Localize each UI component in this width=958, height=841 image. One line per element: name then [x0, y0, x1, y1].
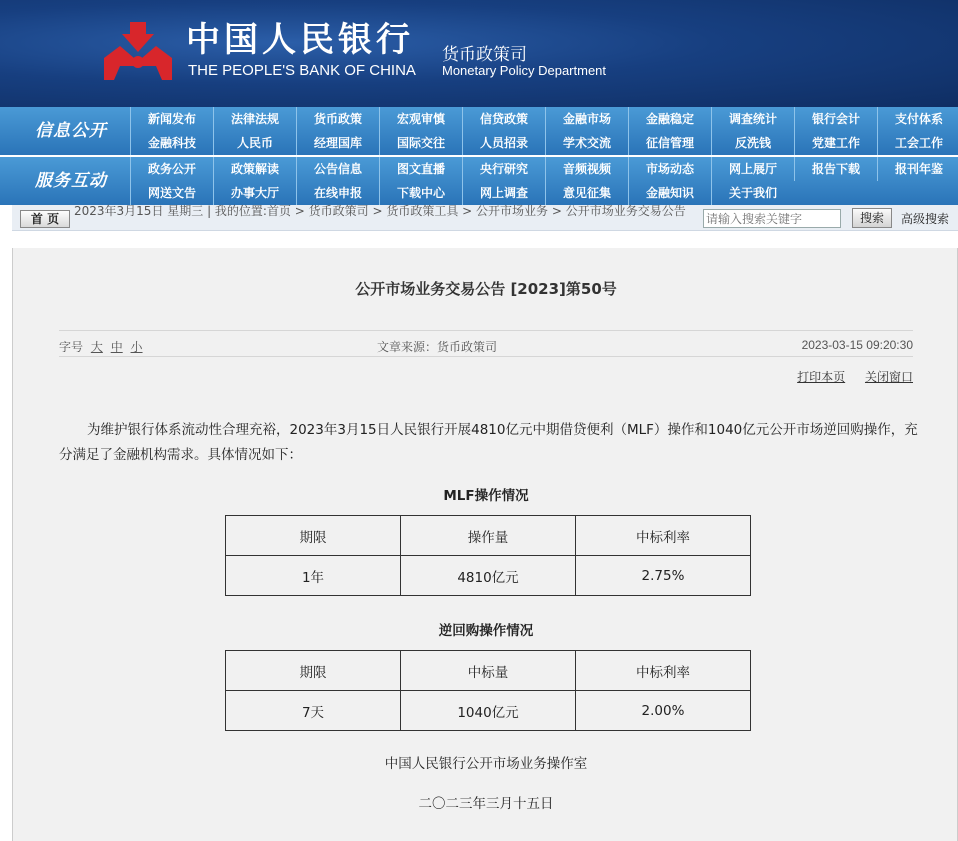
breadcrumb-bar [12, 205, 958, 231]
nav-item[interactable]: 公告信息 [296, 157, 379, 181]
breadcrumb[interactable]: 2023年3月15日 星期三 | 我的位置:首页 > 货币政策司 > 货币政策工具 > 公开市场业务 > 公开市场业务交易公告 [74, 204, 686, 218]
nav-item[interactable]: 图文直播 [379, 157, 462, 181]
print-link[interactable]: 打印本页 [797, 370, 846, 384]
article-source: 文章来源：货币政策司 [377, 340, 498, 354]
nav-group-title-info: 信息公开 [35, 121, 107, 141]
pboc-emblem-icon[interactable] [100, 18, 176, 84]
nav-item[interactable]: 金融市场 [545, 107, 628, 131]
article-paragraph: 为维护银行体系流动性合理充裕，2023年3月15日人民银行开展4810亿元中期借贷便利（MLF）操作和1040亿元公开市场逆回购操作，充分满足了金融机构需求。具体情况如下： [59, 422, 918, 463]
nav-item[interactable]: 货币政策 [296, 107, 379, 131]
nav-item[interactable]: 意见征集 [545, 181, 628, 205]
article-meta [59, 330, 913, 357]
page-title: 公开市场业务交易公告 [2023]第50号 [355, 280, 617, 298]
table-cell: 1年 [226, 556, 401, 596]
table-header-cell: 期限 [226, 516, 401, 556]
nav-item[interactable]: 政策解读 [213, 157, 296, 181]
advanced-search-link[interactable]: 高级搜索 [901, 212, 950, 226]
nav-item[interactable]: 报告下载 [794, 157, 877, 181]
nav-item[interactable]: 报刊年鉴 [877, 157, 958, 181]
font-size-small-link[interactable]: 小 [130, 340, 143, 354]
font-size-label: 字号 [59, 340, 84, 354]
nav-item[interactable]: 网上展厅 [711, 157, 794, 181]
site-header [0, 0, 958, 107]
nav-group-info [0, 107, 958, 155]
nav-item[interactable]: 央行研究 [462, 157, 545, 181]
table-row [226, 556, 751, 596]
logo-english-name[interactable]: THE PEOPLE'S BANK OF CHINA [188, 62, 416, 79]
department-chinese-name: 货币政策司 [442, 45, 527, 65]
table-cell: 2.00% [576, 691, 751, 731]
nav-item[interactable]: 网上调查 [462, 181, 545, 205]
nav-item[interactable]: 市场动态 [628, 157, 711, 181]
table-header-cell: 操作量 [401, 516, 576, 556]
mlf-table-title: MLF操作情况 [443, 488, 529, 504]
mlf-table [225, 515, 751, 596]
nav-item[interactable]: 政务公开 [130, 157, 213, 181]
table-cell: 2.75% [576, 556, 751, 596]
table-row [226, 691, 751, 731]
nav-item[interactable]: 金融知识 [628, 181, 711, 205]
nav-group-service [0, 157, 958, 205]
search-input[interactable] [703, 209, 841, 228]
nav-item[interactable]: 网送文告 [130, 181, 213, 205]
nav-item[interactable]: 银行会计 [794, 107, 877, 131]
nav-group-title-service: 服务互动 [35, 171, 107, 191]
signature: 中国人民银行公开市场业务操作室 [384, 756, 588, 772]
nav-item[interactable]: 国际交往 [379, 131, 462, 155]
home-button[interactable]: 首 页 [20, 210, 70, 228]
reverse-repo-table [225, 650, 751, 731]
table-header-cell: 中标利率 [576, 651, 751, 691]
article-date: 2023-03-15 09:20:30 [801, 338, 913, 352]
search-button[interactable]: 搜索 [852, 208, 892, 228]
table-header-row [226, 516, 751, 556]
nav-item[interactable]: 在线申报 [296, 181, 379, 205]
nav-item[interactable]: 音频视频 [545, 157, 628, 181]
nav-item[interactable]: 征信管理 [628, 131, 711, 155]
table-header-cell: 期限 [226, 651, 401, 691]
nav-item[interactable]: 学术交流 [545, 131, 628, 155]
nav-item[interactable]: 支付体系 [877, 107, 958, 131]
nav-item[interactable]: 金融稳定 [628, 107, 711, 131]
nav-item[interactable]: 信贷政策 [462, 107, 545, 131]
nav-item[interactable]: 下载中心 [379, 181, 462, 205]
table-header-row [226, 651, 751, 691]
table-cell: 4810亿元 [401, 556, 576, 596]
nav-item[interactable]: 办事大厅 [213, 181, 296, 205]
font-size-medium-link[interactable]: 中 [110, 340, 123, 354]
nav-item[interactable]: 经理国库 [296, 131, 379, 155]
nav-item[interactable]: 人员招录 [462, 131, 545, 155]
nav-item[interactable]: 关于我们 [711, 181, 794, 205]
nav-item[interactable]: 宏观审慎 [379, 107, 462, 131]
nav-item[interactable]: 金融科技 [130, 131, 213, 155]
article-tools [13, 368, 913, 385]
nav-item[interactable]: 人民币 [213, 131, 296, 155]
main-navigation [0, 107, 958, 205]
table-header-cell: 中标量 [401, 651, 576, 691]
font-size-control [59, 338, 143, 355]
nav-item[interactable]: 工会工作 [877, 131, 958, 155]
close-window-link[interactable]: 关闭窗口 [864, 370, 913, 384]
signature-date: 二〇二三年三月十五日 [418, 796, 554, 812]
table-cell: 1040亿元 [401, 691, 576, 731]
table-cell: 7天 [226, 691, 401, 731]
article-panel [12, 248, 958, 841]
logo-chinese-name[interactable]: 中国人民银行 [186, 20, 414, 60]
department-english-name: Monetary Policy Department [442, 63, 607, 78]
table-header-cell: 中标利率 [576, 516, 751, 556]
nav-item[interactable]: 调查统计 [711, 107, 794, 131]
nav-item[interactable]: 新闻发布 [130, 107, 213, 131]
nav-item[interactable]: 反洗钱 [711, 131, 794, 155]
reverse-repo-table-title: 逆回购操作情况 [438, 623, 534, 639]
nav-item[interactable]: 法律法规 [213, 107, 296, 131]
font-size-large-link[interactable]: 大 [90, 340, 103, 354]
nav-item[interactable]: 党建工作 [794, 131, 877, 155]
